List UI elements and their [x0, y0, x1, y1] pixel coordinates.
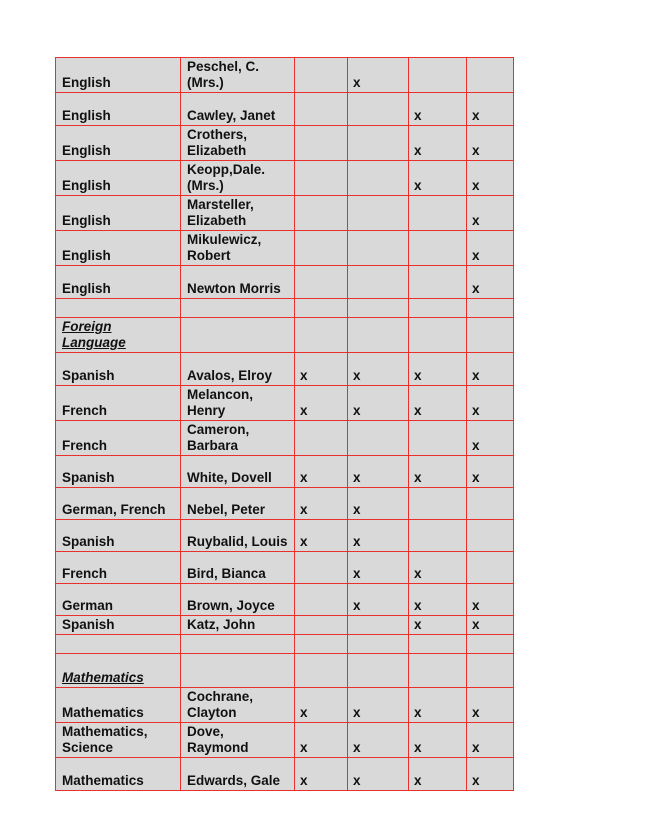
mark-cell: x: [467, 616, 514, 635]
mark-cell: x: [467, 161, 514, 196]
mark-cell: x: [409, 723, 467, 758]
section-heading-cell: [56, 318, 181, 353]
mark-cell: x: [409, 126, 467, 161]
mark-cell: [295, 552, 348, 584]
mark-cell: x: [348, 456, 409, 488]
mark-cell: [295, 161, 348, 196]
subject-text: French: [62, 438, 108, 453]
mark-cell: x: [295, 386, 348, 421]
teacher-name-text: Robert: [187, 248, 231, 263]
teacher-name-cell: [181, 520, 295, 552]
teacher-name-cell: [181, 758, 295, 791]
subject-text: Spanish: [62, 617, 115, 632]
table-row: [56, 126, 514, 161]
teacher-name-text: [187, 335, 291, 351]
mark-cell: x: [409, 616, 467, 635]
subject-text: English: [62, 248, 111, 263]
subject-cell: [56, 488, 181, 520]
mark-cell: [295, 58, 348, 93]
mark-cell: x: [467, 93, 514, 126]
mark-cell: [295, 299, 348, 318]
mark-cell: [409, 299, 467, 318]
subject-text: English: [62, 281, 111, 296]
mark-cell: x: [348, 488, 409, 520]
mark-cell: [348, 654, 409, 688]
subject-text: Foreign: [62, 319, 112, 334]
table-row: [56, 386, 514, 421]
mark-cell: x: [467, 353, 514, 386]
subject-cell: [56, 386, 181, 421]
table-row: [56, 456, 514, 488]
table-row: [56, 421, 514, 456]
teacher-name-cell: [181, 635, 295, 654]
teacher-name-text: Elizabeth: [187, 213, 247, 228]
mark-cell: x: [348, 353, 409, 386]
mark-cell: x: [409, 552, 467, 584]
mark-cell: [467, 318, 514, 353]
teacher-name-text: [187, 300, 291, 316]
teacher-name-text: Melancon,: [187, 387, 254, 402]
teacher-name-text: Katz, John: [187, 617, 256, 632]
table-row: [56, 688, 514, 723]
mark-cell: [409, 266, 467, 299]
teacher-name-text: Bird, Bianca: [187, 566, 266, 581]
mark-cell: [295, 231, 348, 266]
mark-cell: x: [467, 196, 514, 231]
subject-cell: [56, 758, 181, 791]
subject-text: German, French: [62, 502, 166, 517]
mark-cell: x: [467, 758, 514, 791]
teacher-name-cell: [181, 688, 295, 723]
mark-cell: x: [295, 723, 348, 758]
subject-cell: [56, 161, 181, 196]
mark-cell: [295, 318, 348, 353]
subject-text: French: [62, 566, 108, 581]
mark-cell: [348, 421, 409, 456]
mark-cell: x: [348, 552, 409, 584]
mark-cell: [348, 161, 409, 196]
mark-cell: x: [348, 584, 409, 616]
table-row: [56, 266, 514, 299]
table-row: [56, 616, 514, 635]
mark-cell: x: [348, 723, 409, 758]
subject-text: [62, 300, 177, 316]
table-row: [56, 488, 514, 520]
mark-cell: x: [295, 488, 348, 520]
mark-cell: x: [409, 456, 467, 488]
teacher-name-cell: [181, 231, 295, 266]
subject-text: English: [62, 143, 111, 158]
mark-cell: [348, 231, 409, 266]
mark-cell: [467, 299, 514, 318]
teacher-name-text: Cochrane,: [187, 689, 254, 704]
table-row: [56, 635, 514, 654]
mark-cell: x: [409, 688, 467, 723]
mark-cell: [409, 520, 467, 552]
subject-cell: [56, 58, 181, 93]
mark-cell: [348, 635, 409, 654]
subject-text: Language: [62, 335, 126, 350]
table-row: [56, 723, 514, 758]
mark-cell: [295, 126, 348, 161]
subject-cell: [56, 616, 181, 635]
staff-table: [55, 57, 514, 791]
subject-cell: [56, 552, 181, 584]
subject-text: Mathematics,: [62, 724, 148, 739]
mark-cell: x: [295, 688, 348, 723]
table-row: [56, 231, 514, 266]
mark-cell: [348, 196, 409, 231]
mark-cell: x: [348, 58, 409, 93]
subject-text: English: [62, 108, 111, 123]
table-row: [56, 93, 514, 126]
mark-cell: [409, 635, 467, 654]
table-row: [56, 654, 514, 688]
mark-cell: x: [467, 266, 514, 299]
table-row: [56, 161, 514, 196]
table-row: [56, 584, 514, 616]
subject-text: Mathematics: [62, 670, 144, 685]
teacher-name-text: Peschel, C.: [187, 59, 260, 74]
mark-cell: [467, 58, 514, 93]
subject-text: German: [62, 598, 114, 613]
mark-cell: x: [348, 520, 409, 552]
mark-cell: x: [409, 386, 467, 421]
mark-cell: [467, 654, 514, 688]
mark-cell: [467, 635, 514, 654]
mark-cell: [295, 93, 348, 126]
teacher-name-cell: [181, 584, 295, 616]
teacher-name-text: Ruybalid, Louis: [187, 534, 288, 549]
teacher-name-text: Dove,: [187, 724, 224, 739]
teacher-name-cell: [181, 723, 295, 758]
teacher-name-cell: [181, 318, 295, 353]
mark-cell: [295, 266, 348, 299]
table-row: [56, 318, 514, 353]
mark-cell: x: [467, 421, 514, 456]
mark-cell: [295, 616, 348, 635]
teacher-name-cell: [181, 126, 295, 161]
mark-cell: [295, 635, 348, 654]
mark-cell: [409, 318, 467, 353]
teacher-name-text: (Mrs.): [187, 178, 224, 193]
subject-cell: [56, 421, 181, 456]
table-row: [56, 552, 514, 584]
subject-cell: [56, 126, 181, 161]
mark-cell: x: [348, 386, 409, 421]
teacher-name-text: Raymond: [187, 740, 249, 755]
subject-cell: [56, 93, 181, 126]
subject-text: Science: [62, 740, 114, 755]
teacher-name-text: [187, 636, 291, 652]
subject-text: French: [62, 403, 108, 418]
table-row: [56, 758, 514, 791]
mark-cell: x: [467, 688, 514, 723]
subject-cell: [56, 196, 181, 231]
mark-cell: x: [467, 584, 514, 616]
teacher-name-cell: [181, 93, 295, 126]
subject-text: Mathematics: [62, 705, 144, 720]
teacher-name-text: Crothers,: [187, 127, 248, 142]
teacher-name-cell: [181, 552, 295, 584]
teacher-name-text: White, Dovell: [187, 470, 272, 485]
teacher-name-text: Clayton: [187, 705, 237, 720]
subject-cell: [56, 266, 181, 299]
mark-cell: [295, 654, 348, 688]
mark-cell: x: [409, 93, 467, 126]
mark-cell: [348, 616, 409, 635]
subject-cell: [56, 635, 181, 654]
subject-text: English: [62, 178, 111, 193]
subject-cell: [56, 299, 181, 318]
section-heading-cell: [56, 654, 181, 688]
mark-cell: [348, 299, 409, 318]
teacher-name-cell: [181, 196, 295, 231]
mark-cell: [467, 552, 514, 584]
mark-cell: x: [348, 758, 409, 791]
teacher-name-text: Avalos, Elroy: [187, 368, 273, 383]
subject-text: Spanish: [62, 534, 115, 549]
mark-cell: x: [467, 456, 514, 488]
teacher-name-cell: [181, 654, 295, 688]
table-row: [56, 353, 514, 386]
mark-cell: [409, 421, 467, 456]
mark-cell: x: [467, 231, 514, 266]
mark-cell: [348, 126, 409, 161]
subject-cell: [56, 353, 181, 386]
mark-cell: [467, 520, 514, 552]
subject-cell: [56, 584, 181, 616]
teacher-name-text: Newton Morris: [187, 281, 281, 296]
table-row: [56, 196, 514, 231]
teacher-name-text: Marsteller,: [187, 197, 254, 212]
subject-cell: [56, 231, 181, 266]
teacher-name-cell: [181, 456, 295, 488]
teacher-name-cell: [181, 616, 295, 635]
mark-cell: [409, 196, 467, 231]
subject-text: English: [62, 75, 111, 90]
subject-text: [62, 636, 177, 652]
staff-table-body: [56, 58, 514, 791]
teacher-name-text: Brown, Joyce: [187, 598, 275, 613]
mark-cell: [295, 196, 348, 231]
teacher-name-cell: [181, 353, 295, 386]
teacher-name-text: Barbara: [187, 438, 239, 453]
mark-cell: x: [467, 723, 514, 758]
teacher-name-text: (Mrs.): [187, 75, 224, 90]
mark-cell: [409, 654, 467, 688]
teacher-name-text: Henry: [187, 403, 226, 418]
teacher-name-cell: [181, 266, 295, 299]
teacher-name-text: Mikulewicz,: [187, 232, 262, 247]
teacher-name-cell: [181, 386, 295, 421]
subject-text: English: [62, 213, 111, 228]
subject-cell: [56, 688, 181, 723]
subject-text: Spanish: [62, 470, 115, 485]
mark-cell: x: [467, 386, 514, 421]
table-row: [56, 520, 514, 552]
teacher-name-text: Elizabeth: [187, 143, 247, 158]
teacher-name-cell: [181, 58, 295, 93]
teacher-name-text: Edwards, Gale: [187, 773, 281, 788]
mark-cell: [295, 421, 348, 456]
mark-cell: [409, 488, 467, 520]
mark-cell: [348, 318, 409, 353]
teacher-name-text: Cameron,: [187, 422, 250, 437]
mark-cell: x: [348, 688, 409, 723]
teacher-name-text: [187, 670, 291, 686]
mark-cell: x: [295, 353, 348, 386]
teacher-name-text: Cawley, Janet: [187, 108, 276, 123]
mark-cell: x: [295, 456, 348, 488]
teacher-name-cell: [181, 161, 295, 196]
mark-cell: [467, 488, 514, 520]
teacher-name-cell: [181, 421, 295, 456]
mark-cell: [409, 231, 467, 266]
mark-cell: [409, 58, 467, 93]
subject-cell: [56, 456, 181, 488]
mark-cell: x: [409, 758, 467, 791]
mark-cell: [348, 93, 409, 126]
table-row: [56, 58, 514, 93]
mark-cell: x: [409, 353, 467, 386]
mark-cell: [295, 584, 348, 616]
teacher-name-cell: [181, 488, 295, 520]
table-row: [56, 299, 514, 318]
mark-cell: x: [467, 126, 514, 161]
mark-cell: x: [295, 520, 348, 552]
mark-cell: x: [295, 758, 348, 791]
teacher-name-text: Keopp,Dale.: [187, 162, 266, 177]
subject-cell: [56, 723, 181, 758]
mark-cell: [348, 266, 409, 299]
subject-text: Spanish: [62, 368, 115, 383]
mark-cell: x: [409, 584, 467, 616]
teacher-name-text: Nebel, Peter: [187, 502, 266, 517]
mark-cell: x: [409, 161, 467, 196]
subject-text: Mathematics: [62, 773, 144, 788]
subject-cell: [56, 520, 181, 552]
teacher-name-cell: [181, 299, 295, 318]
